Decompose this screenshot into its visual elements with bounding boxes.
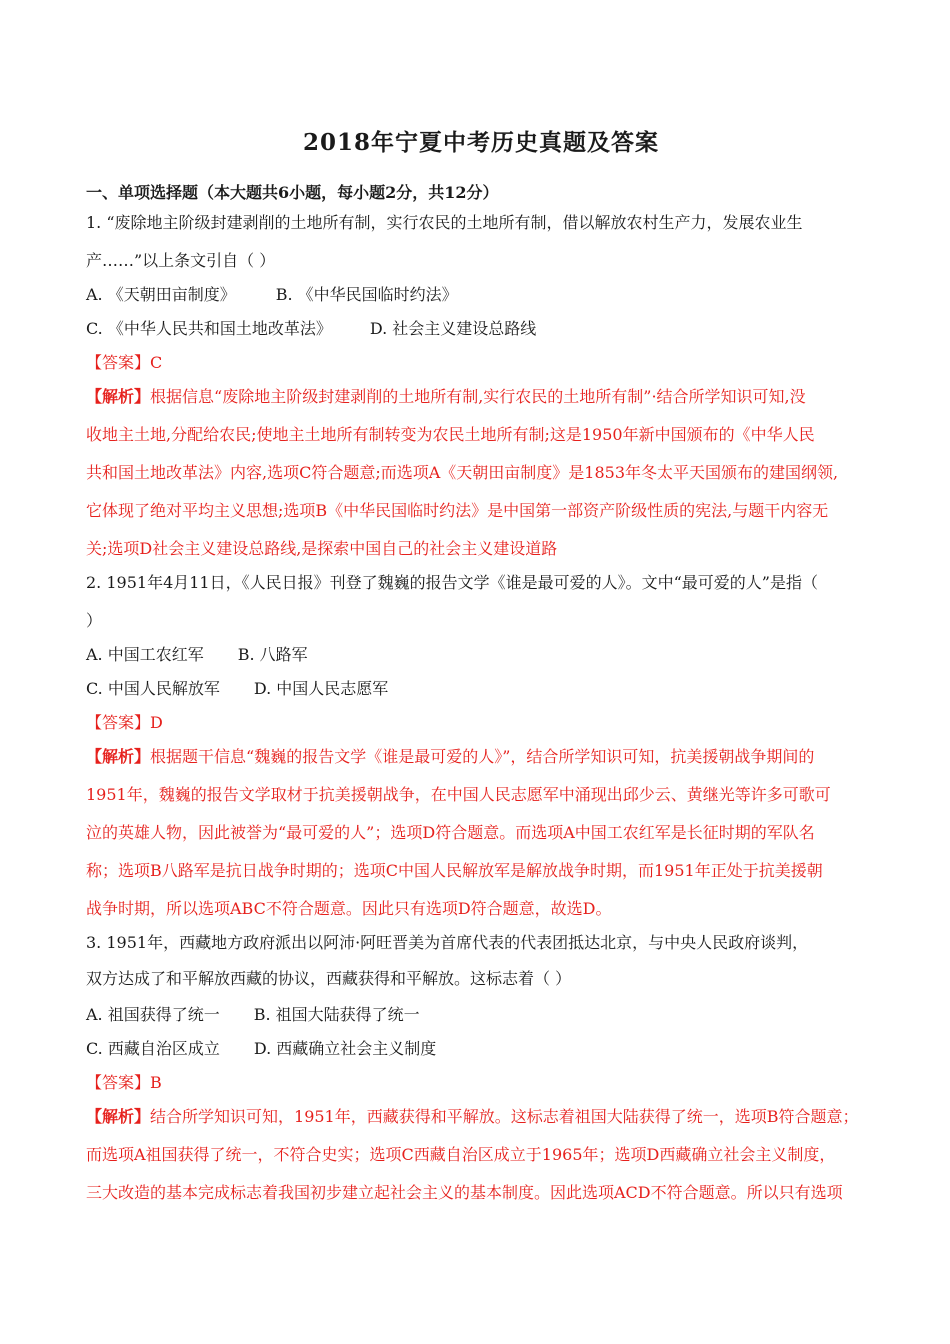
q1-option-a: A. 《天朝田亩制度》 — [86, 285, 236, 304]
q2-options-ab — [86, 644, 876, 666]
page-title: 2018年宁夏中考历史真题及答案 — [302, 129, 659, 156]
q3-stem-line-1: 3. 1951年，西藏地方政府派出以阿沛·阿旺晋美为首席代表的代表团抵达北京，与中央人民政府谈判， — [86, 933, 809, 952]
answer-tag: 【答案】 — [86, 713, 151, 732]
analysis-tag: 【解析】 — [86, 747, 151, 766]
q1-option-c: C. 《中华人民共和国土地改革法》 — [86, 319, 332, 338]
q1-answer — [86, 352, 876, 374]
q2-stem-line-1: 2. 1951年4月11日，《人民日报》刊登了魏巍的报告文学《谁是最可爱的人》。文中“最可爱的人”是指（ — [86, 573, 818, 592]
analysis-tag: 【解析】 — [86, 387, 151, 406]
q3-option-b: B. 祖国大陆获得了统一 — [253, 1005, 420, 1024]
q1-stem-line-2: 产……”以上条文引自（ ） — [86, 251, 276, 270]
q2-option-a: A. 中国工农红军 — [86, 645, 204, 664]
q2-analysis-line-4: 称；选项B八路军是抗日战争时期的；选项C中国人民解放军是解放战争时期，而1951年正处于抗美援朝 — [86, 861, 823, 880]
q1-analysis-line-3: 共和国土地改革法》内容,选项C符合题意;而选项A《天朝田亩制度》是1853年冬太平天国颁布的建国纲领, — [86, 463, 839, 482]
q2-options-cd — [86, 678, 876, 700]
q1-analysis-text: 根据信息“废除地主阶级封建剥削的土地所有制,实行农民的土地所有制”·结合所学知识可知,没 — [150, 387, 806, 406]
q3-analysis-line-2: 而选项A祖国获得了统一，不符合史实；选项C西藏自治区成立于1965年；选项D西藏确立社会主义制度， — [86, 1145, 836, 1164]
q1-answer-value: C — [150, 353, 163, 372]
q2-analysis-line-3: 泣的英雄人物，因此被誉为“最可爱的人”；选项D符合题意。而选项A中国工农红军是长征时期的军队名 — [86, 823, 815, 842]
q2-analysis-line-1 — [86, 746, 876, 768]
q3-option-a: A. 祖国获得了统一 — [86, 1005, 220, 1024]
analysis-tag: 【解析】 — [86, 1107, 151, 1126]
q3-answer — [86, 1072, 876, 1094]
q1-analysis-line-5: 关;选项D社会主义建设总路线,是探索中国自己的社会主义建设道路 — [86, 539, 558, 558]
q3-analysis-text: 结合所学知识可知，1951年，西藏获得和平解放。这标志着祖国大陆获得了统一，选项B符合题意； — [150, 1107, 859, 1126]
q1-analysis-line-4: 它体现了绝对平均主义思想;选项B《中华民国临时约法》是中国第一部资产阶级性质的宪法,与题干内容无 — [86, 501, 829, 520]
q3-analysis-line-1 — [86, 1106, 876, 1128]
q2-answer-value: D — [150, 713, 163, 732]
q2-analysis-line-5: 战争时期，所以选项ABC不符合题意。因此只有选项D符合题意，故选D。 — [86, 899, 612, 918]
q3-option-d: D. 西藏确立社会主义制度 — [253, 1039, 437, 1058]
q1-analysis-line-1 — [86, 386, 876, 408]
q1-analysis-line-2: 收地主土地,分配给农民;使地主土地所有制转变为农民土地所有制;这是1950年新中国颁布的《中华人民 — [86, 425, 815, 444]
q3-option-c: C. 西藏自治区成立 — [86, 1039, 220, 1058]
q1-options-ab — [86, 284, 876, 306]
q2-option-c: C. 中国人民解放军 — [86, 679, 220, 698]
answer-tag: 【答案】 — [86, 1073, 151, 1092]
q2-analysis-text: 根据题干信息“魏巍的报告文学《谁是最可爱的人》”，结合所学知识可知，抗美援朝战争期间的 — [150, 747, 815, 766]
q1-option-b: B. 《中华民国临时约法》 — [275, 285, 458, 304]
q3-analysis-line-3: 三大改造的基本完成标志着我国初步建立起社会主义的基本制度。因此选项ACD不符合题意。所以只有选项 — [86, 1183, 843, 1202]
q2-option-b: B. 八路军 — [237, 645, 308, 664]
q3-options-ab — [86, 1004, 876, 1026]
q3-stem-line-2: 双方达成了和平解放西藏的协议，西藏获得和平解放。这标志着（ ） — [86, 969, 572, 988]
q1-options-cd — [86, 318, 876, 340]
q3-options-cd — [86, 1038, 876, 1060]
section-heading: 一、单项选择题（本大题共6小题，每小题2分，共12分） — [86, 183, 499, 202]
q2-stem-line-2: ） — [86, 611, 103, 630]
answer-tag: 【答案】 — [86, 353, 151, 372]
q2-analysis-line-2: 1951年，魏巍的报告文学取材于抗美援朝战争，在中国人民志愿军中涌现出邱少云、黄继光等许多可歌可 — [86, 785, 831, 804]
q1-option-d: D. 社会主义建设总路线 — [369, 319, 537, 338]
q3-answer-value: B — [150, 1073, 162, 1092]
q2-answer — [86, 712, 876, 734]
q2-option-d: D. 中国人民志愿军 — [253, 679, 389, 698]
q1-stem-line-1: 1. “废除地主阶级封建剥削的土地所有制，实行农民的土地所有制，借以解放农村生产力，发展农业生 — [86, 213, 803, 232]
